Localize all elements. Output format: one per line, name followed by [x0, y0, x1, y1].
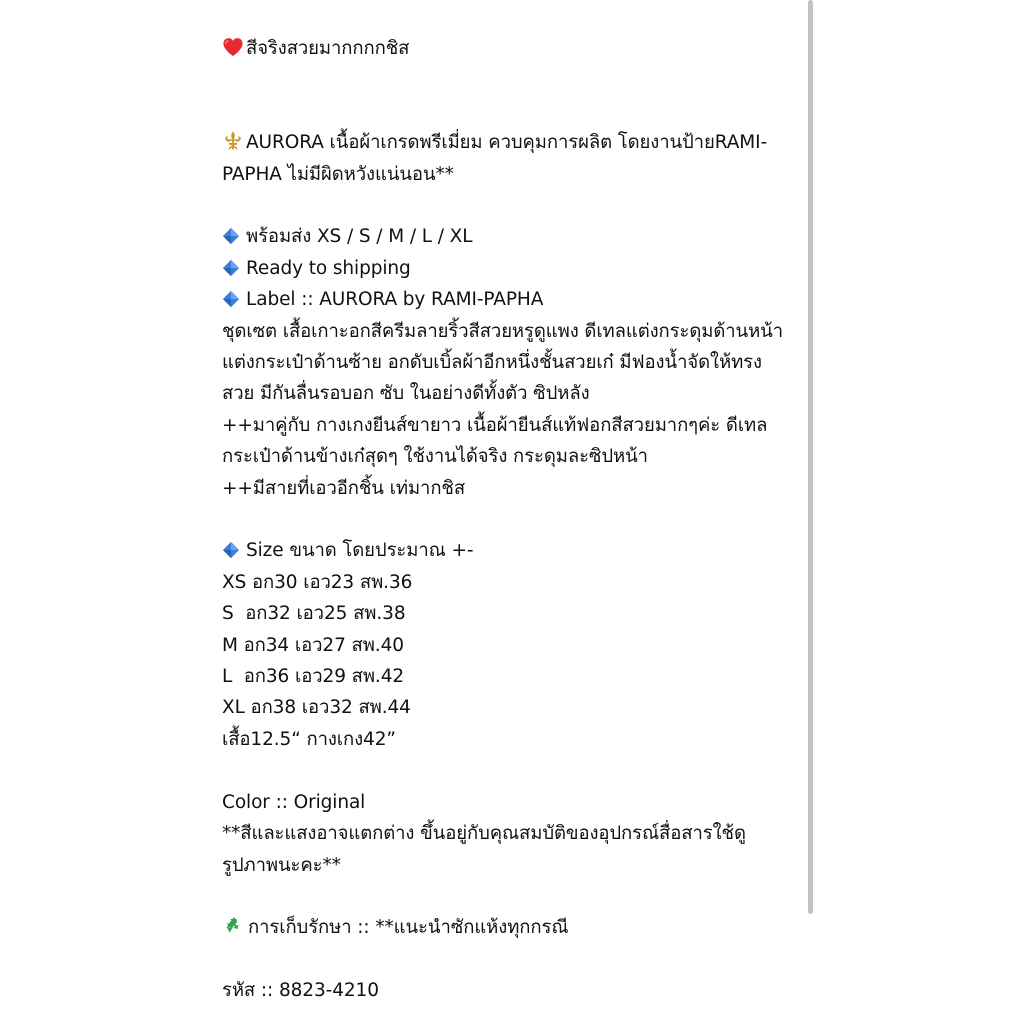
title-line	[222, 33, 806, 64]
size-heading-text: Size ขนาด โดยประมาณ +-	[246, 540, 474, 562]
heart-icon	[222, 37, 244, 57]
spacer	[222, 504, 806, 535]
size-row: S อก32 เอว25 สพ.38	[222, 603, 406, 625]
size-row: เสื้อ12.5“ กางเกง42”	[222, 728, 396, 750]
blue-diamond-icon	[222, 259, 240, 277]
description-line: สวย มีกันลื่นรอบอก ซับ ในอย่างดีทั้งตัว ซิปหลัง	[222, 383, 590, 405]
size-row: XL อก38 เอว32 สพ.44	[222, 697, 411, 719]
blue-diamond-icon	[222, 227, 240, 245]
post-text	[222, 33, 806, 1007]
title-text: สีจริงสวยมากกกกชิส	[246, 38, 410, 59]
description-line: กระเป๋าด้านข้างเก๋สุดๆ ใช้งานได้จริง กระดุมละซิปหน้า	[222, 446, 648, 468]
intro-text-1: AURORA เนื้อผ้าเกรดพรีเมี่ยม ควบคุมการผลิต โดยงานป้ายRAMI-	[246, 132, 768, 154]
size-row: M อก34 เอว27 สพ.40	[222, 634, 404, 656]
bullet-item	[222, 284, 806, 315]
code-line: รหัส :: 8823-4210	[222, 980, 379, 1002]
bullet-item	[222, 253, 806, 284]
spacer	[222, 755, 806, 786]
recycle-icon	[222, 914, 246, 938]
description-line: ++มีสายที่เอวอีกชิ้น เท่มากชิส	[222, 477, 466, 499]
bullet-item	[222, 221, 806, 252]
blue-diamond-icon	[222, 541, 240, 559]
color-note-line: รูปภาพนะคะ**	[222, 854, 341, 876]
size-row: XS อก30 เอว23 สพ.36	[222, 571, 413, 593]
scrollbar-thumb[interactable]	[808, 0, 813, 914]
intro-line	[222, 159, 806, 190]
size-row: L อก36 เอว29 สพ.42	[222, 666, 405, 688]
size-heading	[222, 535, 806, 566]
care-line	[222, 912, 806, 943]
description-line: ชุดเซต เสื้อเกาะอกสีครีมลายริ้วสีสวยหรูดูแพง ดีเทลแต่งกระดุมด้านหน้า	[222, 320, 784, 342]
fleur-de-lis-icon	[222, 130, 244, 152]
color-note-line: **สีและแสงอาจแตกต่าง ขึ้นอยู่กับคุณสมบัติของอุปกรณ์สื่อสารใช้ดู	[222, 823, 746, 845]
intro-text-2: PAPHA ไม่มีผิดหวังแน่นอน**	[222, 163, 454, 185]
description-line: ++มาคู่กับ กางเกงยีนส์ขายาว เนื้อผ้ายีนส์แท้ฟอกสีสวยมากๆค่ะ ดีเทล	[222, 414, 768, 436]
bullet-text: Label :: AURORA by RAMI-PAPHA	[246, 289, 544, 311]
spacer	[222, 64, 806, 127]
bullet-text: พร้อมส่ง XS / S / M / L / XL	[246, 226, 473, 248]
description-line: แต่งกระเป๋าด้านซ้าย อกดับเบิ้ลผ้าอีกหนึ่งชั้นสวยเก๋ มีฟองน้ำจัดให้ทรง	[222, 352, 762, 374]
spacer	[222, 190, 806, 221]
color-line: Color :: Original	[222, 791, 366, 813]
blue-diamond-icon	[222, 290, 240, 308]
spacer	[222, 881, 806, 912]
intro-line	[222, 127, 806, 158]
care-text: การเก็บรักษา :: **แนะนำซักแห้งทุกกรณี	[248, 917, 569, 939]
spacer	[222, 944, 806, 975]
bullet-text: Ready to shipping	[246, 257, 411, 279]
